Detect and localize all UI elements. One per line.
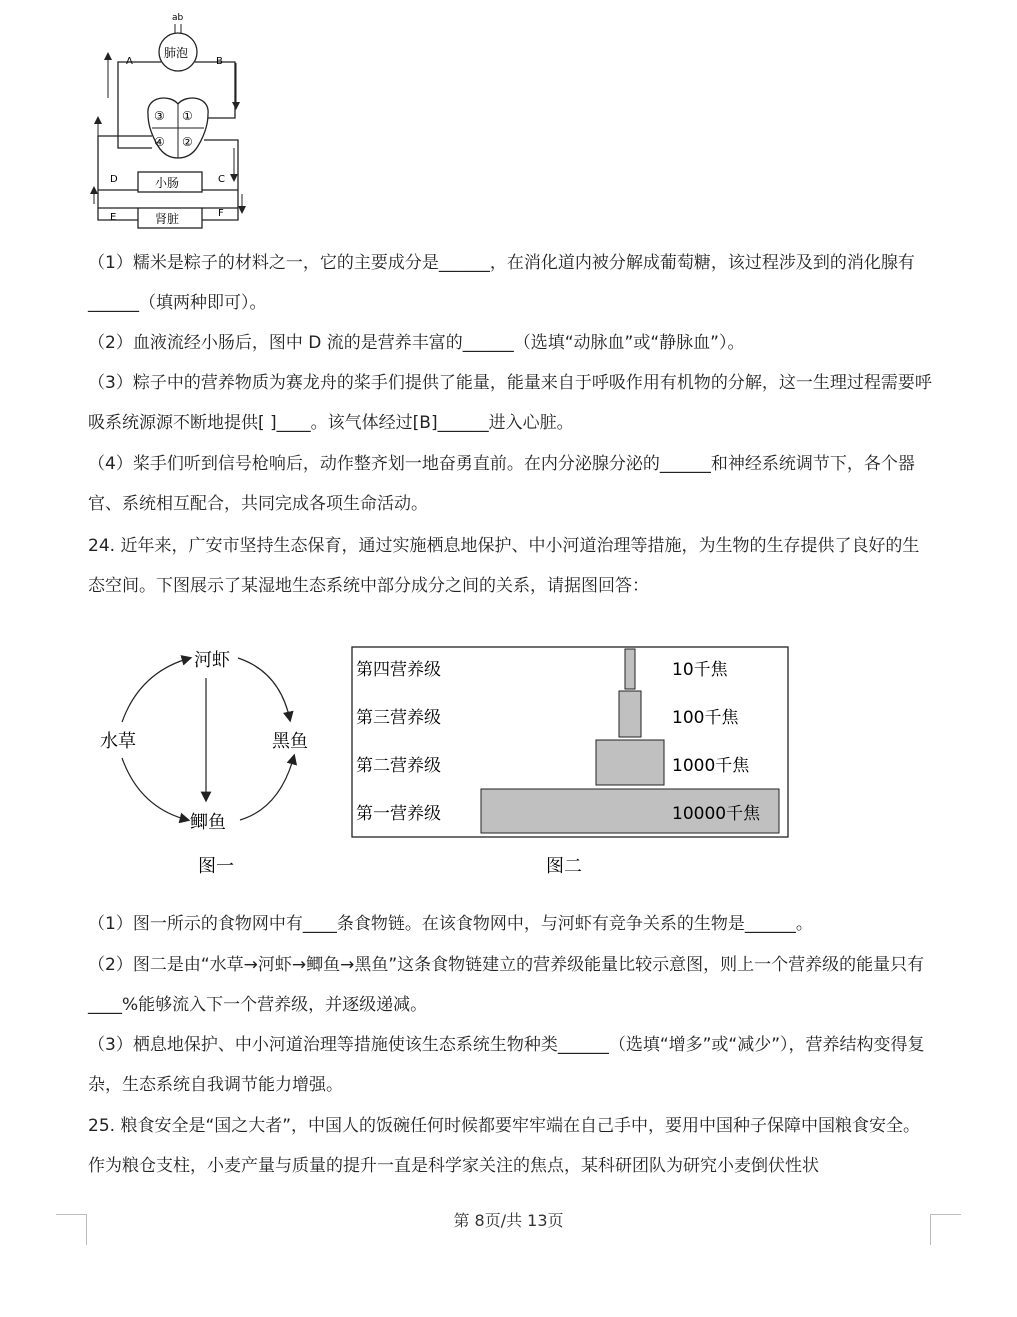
node-shrimp: 河虾 bbox=[194, 650, 230, 671]
heart-chamber-3: ③ bbox=[154, 109, 165, 123]
label-C: C bbox=[218, 174, 225, 185]
pyramid-level-name-1: 第一营养级 bbox=[356, 804, 441, 824]
label-B: B bbox=[216, 56, 223, 67]
q24-item-1: （1）图一所示的食物网中有____条食物链。在该食物网中，与河虾有竞争关系的生物是______。 bbox=[88, 914, 813, 934]
pyramid-level-name-2: 第二营养级 bbox=[356, 756, 441, 776]
node-grass: 水草 bbox=[100, 731, 136, 752]
label-ab: ab bbox=[172, 13, 184, 23]
label-A: A bbox=[126, 56, 133, 67]
node-crucian: 鲫鱼 bbox=[190, 812, 226, 833]
energy-pyramid-figure bbox=[350, 645, 795, 880]
arrow-crucian-blackfish bbox=[240, 756, 294, 820]
heart-chamber-1: ① bbox=[182, 109, 193, 123]
pyramid-level-energy-4: 10千焦 bbox=[672, 660, 728, 680]
pyramid-level-energy-1: 10000千焦 bbox=[672, 804, 761, 824]
arrow-grass-crucian bbox=[122, 758, 188, 820]
page-footer: 第 8页/共 13页 bbox=[453, 1211, 564, 1230]
small-intestine-label: 小肠 bbox=[155, 176, 180, 190]
fig2-caption: 图二 bbox=[546, 856, 582, 877]
pyramid-level-name-3: 第三营养级 bbox=[356, 708, 441, 728]
q25-intro: 25. 粮食安全是“国之大者”，中国人的饭碗任何时候都要牢牢端在自己手中，要用中国种子保障中国粮食安全。作为粮仓支柱，小麦产量与质量的提升一直是科学家关注的焦点，某科研团队为研究小麦倒伏性状 bbox=[88, 1116, 921, 1176]
fig1-caption: 图一 bbox=[198, 856, 234, 877]
q23-item-2: （2）血液流经小肠后，图中 D 流的是营养丰富的______（选填“动脉血”或“静脉血”）。 bbox=[88, 333, 745, 353]
circulation-diagram bbox=[90, 8, 260, 233]
q23-item-4: （4）桨手们听到信号枪响后，动作整齐划一地奋勇直前。在内分泌腺分泌的______和神经系统调节下，各个器官、系统相互配合，共同完成各项生命活动。 bbox=[88, 454, 915, 514]
label-D: D bbox=[110, 174, 118, 185]
pyramid-bar-2 bbox=[596, 740, 664, 785]
arrow-shrimp-blackfish bbox=[238, 658, 290, 720]
pyramid-level-energy-2: 1000千焦 bbox=[672, 756, 750, 776]
heart-chamber-2: ② bbox=[182, 135, 193, 149]
q23-item-3: （3）粽子中的营养物质为赛龙舟的桨手们提供了能量，能量来自于呼吸作用有机物的分解，这一生理过程需要呼吸系统源源不断地提供[ ]____。该气体经过[B]______进入心脏。 bbox=[88, 373, 932, 433]
label-F: F bbox=[218, 208, 224, 219]
lung-label: 肺泡 bbox=[164, 46, 189, 60]
q24-item-3: （3）栖息地保护、中小河道治理等措施使该生态系统生物种类______（选填“增多”或“减少”），营养结构变得复杂，生态系统自我调节能力增强。 bbox=[88, 1035, 925, 1095]
q24-intro: 24. 近年来，广安市坚持生态保育，通过实施栖息地保护、中小河道治理等措施，为生物的生存提供了良好的生态空间。下图展示了某湿地生态系统中部分成分之间的关系，请据图回答： bbox=[88, 536, 920, 596]
kidney-label: 肾脏 bbox=[155, 212, 180, 226]
arrow-grass-shrimp bbox=[122, 658, 190, 722]
q23-item-1: （1）糯米是粽子的材料之一，它的主要成分是______，在消化道内被分解成葡萄糖，该过程涉及到的消化腺有______（填两种即可）。 bbox=[88, 253, 915, 313]
heart-chamber-4: ④ bbox=[154, 135, 165, 149]
label-E: E bbox=[110, 212, 117, 223]
pyramid-level-energy-3: 100千焦 bbox=[672, 708, 739, 728]
food-web-figure bbox=[90, 640, 330, 880]
node-blackfish: 黑鱼 bbox=[272, 731, 308, 752]
pyramid-bar-3 bbox=[619, 691, 641, 737]
pyramid-bar-4 bbox=[625, 649, 635, 689]
q24-item-2: （2）图二是由“水草→河虾→鲫鱼→黑鱼”这条食物链建立的营养级能量比较示意图，则上一个营养级的能量只有____%能够流入下一个营养级，并逐级递减。 bbox=[88, 955, 925, 1015]
pyramid-level-name-4: 第四营养级 bbox=[356, 660, 441, 680]
